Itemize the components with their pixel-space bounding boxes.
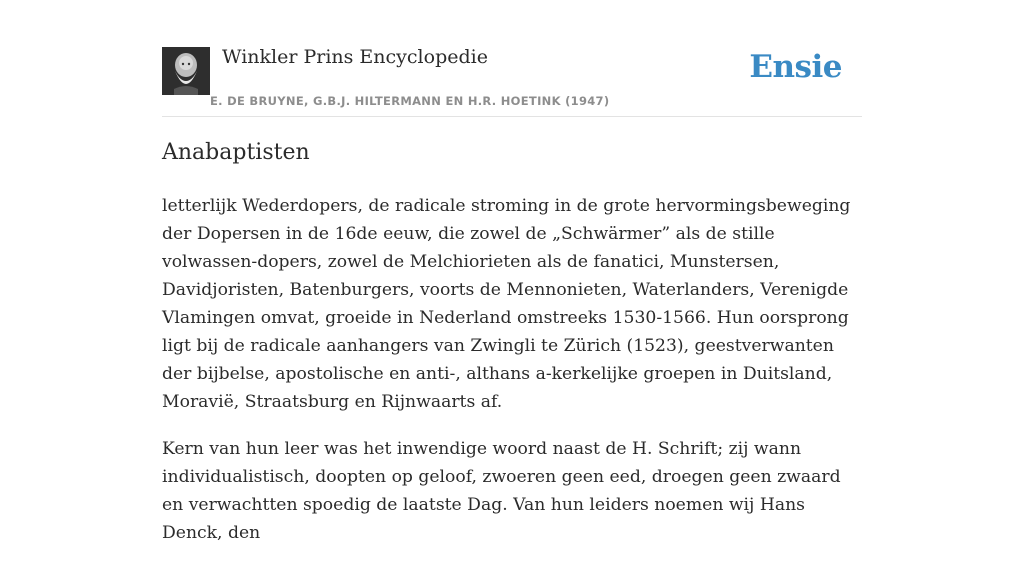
header xyxy=(162,0,862,117)
paragraph: letterlijk Wederdopers, de radicale stroming in de grote hervormingsbeweging der Dopersen in de 16de eeuw, die zowel de „Schwärmer” als de stille volwassen-dopers, zowel de Melchiorieten als de fanatici, Munstersen, Davidjoristen, Batenburgers, voorts de Mennonieten, Waterlanders, Verenigde Vlamingen omvat, groeide in Nederland omstreeks 1530-1566. Hun oorsprong ligt bij de radicale aanhangers van Zwingli te Zürich (1523), geestverwanten der bijbelse, apostolische en anti-, althans a-kerkelijke groepen in Duitsland, Moravië, Straatsburg en Rijnwaarts af. xyxy=(162,196,851,412)
avatar-portrait-icon xyxy=(162,47,210,95)
paragraph: Kern van hun leer was het inwendige woord naast de H. Schrift; zij wann individualistisch, doopten op geloof, zwoeren geen eed, droegen geen zwaard en verwachtten spoedig de laatste Dag. Van hun leiders noemen wij Hans Denck, den xyxy=(162,439,841,543)
page-title: Anabaptisten xyxy=(162,140,310,165)
entry-body xyxy=(162,192,862,566)
authors-line: E. DE BRUYNE, G.B.J. HILTERMANN EN H.R. HOETINK (1947) xyxy=(210,94,610,108)
brand-logo[interactable]: Ensie xyxy=(749,49,842,85)
site-title[interactable]: Winkler Prins Encyclopedie xyxy=(222,46,488,68)
page xyxy=(162,0,862,543)
avatar xyxy=(162,47,210,95)
